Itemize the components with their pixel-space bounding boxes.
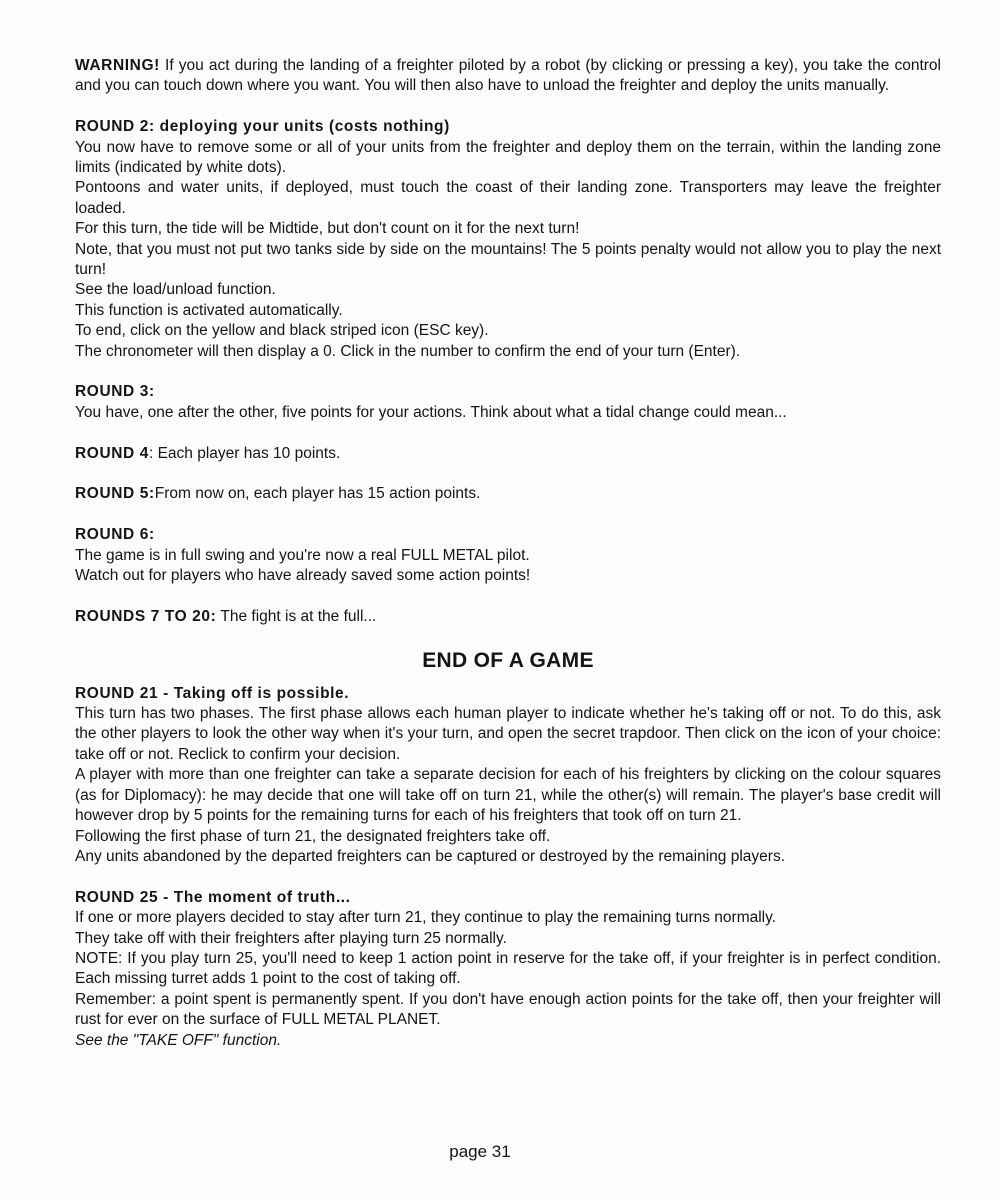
round-4-label: ROUND 4 — [75, 444, 149, 462]
round-2-line: For this turn, the tide will be Midtide, but don't count on it for the next turn! — [75, 220, 580, 238]
rounds-7-to-20-paragraph — [75, 607, 941, 627]
round-5-text: From now on, each player has 15 action points. — [154, 485, 481, 503]
manual-page — [75, 56, 941, 1051]
round-6-heading: ROUND 6: — [75, 526, 155, 544]
round-21-line: This turn has two phases. The first phase allows each human player to indicate whether he's taking off or not. To do this, ask the other players to look the other way when it's your turn, and open the secret trapdoor. Then click on the icon of your choice: take off or not. Reclick to confirm your decision. — [75, 705, 941, 763]
see-take-off-reference: See the "TAKE OFF" function. — [75, 1031, 282, 1049]
round-25-heading: ROUND 25 - The moment of truth... — [75, 888, 351, 906]
round-25-line: If one or more players decided to stay after turn 21, they continue to play the remaining turns normally. — [75, 909, 777, 927]
round-25-line: They take off with their freighters after playing turn 25 normally. — [75, 929, 507, 947]
section-title: END OF A GAME — [422, 648, 594, 672]
round-2-line: This function is activated automatically. — [75, 301, 343, 319]
round-2-line: Pontoons and water units, if deployed, must touch the coast of their landing zone. Transporters may leave the freighter loaded. — [75, 179, 941, 217]
warning-label: WARNING! — [75, 57, 160, 74]
round-21-line: Any units abandoned by the departed freighters can be captured or destroyed by the remaining players. — [75, 847, 786, 865]
round-2-section — [75, 117, 941, 362]
round-4-text: : Each player has 10 points. — [148, 444, 341, 462]
round-2-line: To end, click on the yellow and black striped icon (ESC key). — [75, 322, 489, 340]
rounds-7-to-20-label: ROUNDS 7 TO 20: — [75, 607, 217, 625]
round-21-line: Following the first phase of turn 21, the designated freighters take off. — [75, 827, 551, 845]
page-number: page 31 — [449, 1142, 511, 1161]
round-3-heading: ROUND 3: — [75, 383, 155, 401]
round-3-text: You have, one after the other, five points for your actions. Think about what a tidal change could mean... — [75, 403, 787, 421]
warning-text: If you act during the landing of a freighter piloted by a robot (by clicking or pressing a key), you take the control and you can touch down where you want. You will then also have to unload the freighter and deploy the units manually. — [75, 57, 941, 95]
round-6-line: The game is in full swing and you're now a real FULL METAL pilot. — [75, 546, 530, 564]
round-21-line: A player with more than one freighter can take a separate decision for each of his freighters by clicking on the colour squares (as for Diplomacy): he may decide that one will take off on turn 21, while the other(s) will remain. The player's base credit will however drop by 5 points for the remaining turns for each of his freighters that took off on turn 21. — [75, 766, 941, 825]
round-2-line: Note, that you must not put two tanks side by side on the mountains! The 5 points penalty would not allow you to play the next turn! — [75, 240, 941, 279]
round-21-heading: ROUND 21 - Taking off is possible. — [75, 684, 350, 702]
round-3-section — [75, 382, 941, 423]
round-25-line: NOTE: If you play turn 25, you'll need to keep 1 action point in reserve for the take off, if your freighter is in perfect condition. Each missing turret adds 1 point to the cost of taking off. — [75, 949, 941, 988]
warning-paragraph — [75, 56, 941, 97]
round-5-paragraph — [75, 484, 941, 504]
round-25-line: Remember: a point spent is permanently spent. If you don't have enough action points for the take off, then your freighter will rust for ever on the surface of FULL METAL PLANET. — [75, 990, 941, 1029]
round-2-heading: ROUND 2: deploying your units (costs nothing) — [75, 118, 450, 136]
round-6-section — [75, 525, 941, 586]
round-2-line: The chronometer will then display a 0. Click in the number to confirm the end of your turn (Enter). — [75, 342, 741, 360]
round-21-section — [75, 684, 941, 868]
rounds-7-to-20-text: The fight is at the full... — [216, 607, 377, 625]
round-2-line: See the load/unload function. — [75, 281, 276, 299]
round-5-label: ROUND 5: — [75, 485, 155, 503]
round-2-line: You now have to remove some or all of your units from the freighter and deploy them on the terrain, within the landing zone limits (indicated by white dots). — [75, 138, 941, 177]
round-25-section — [75, 888, 941, 1051]
round-4-paragraph — [75, 444, 941, 464]
round-6-line: Watch out for players who have already saved some action points! — [75, 567, 531, 585]
